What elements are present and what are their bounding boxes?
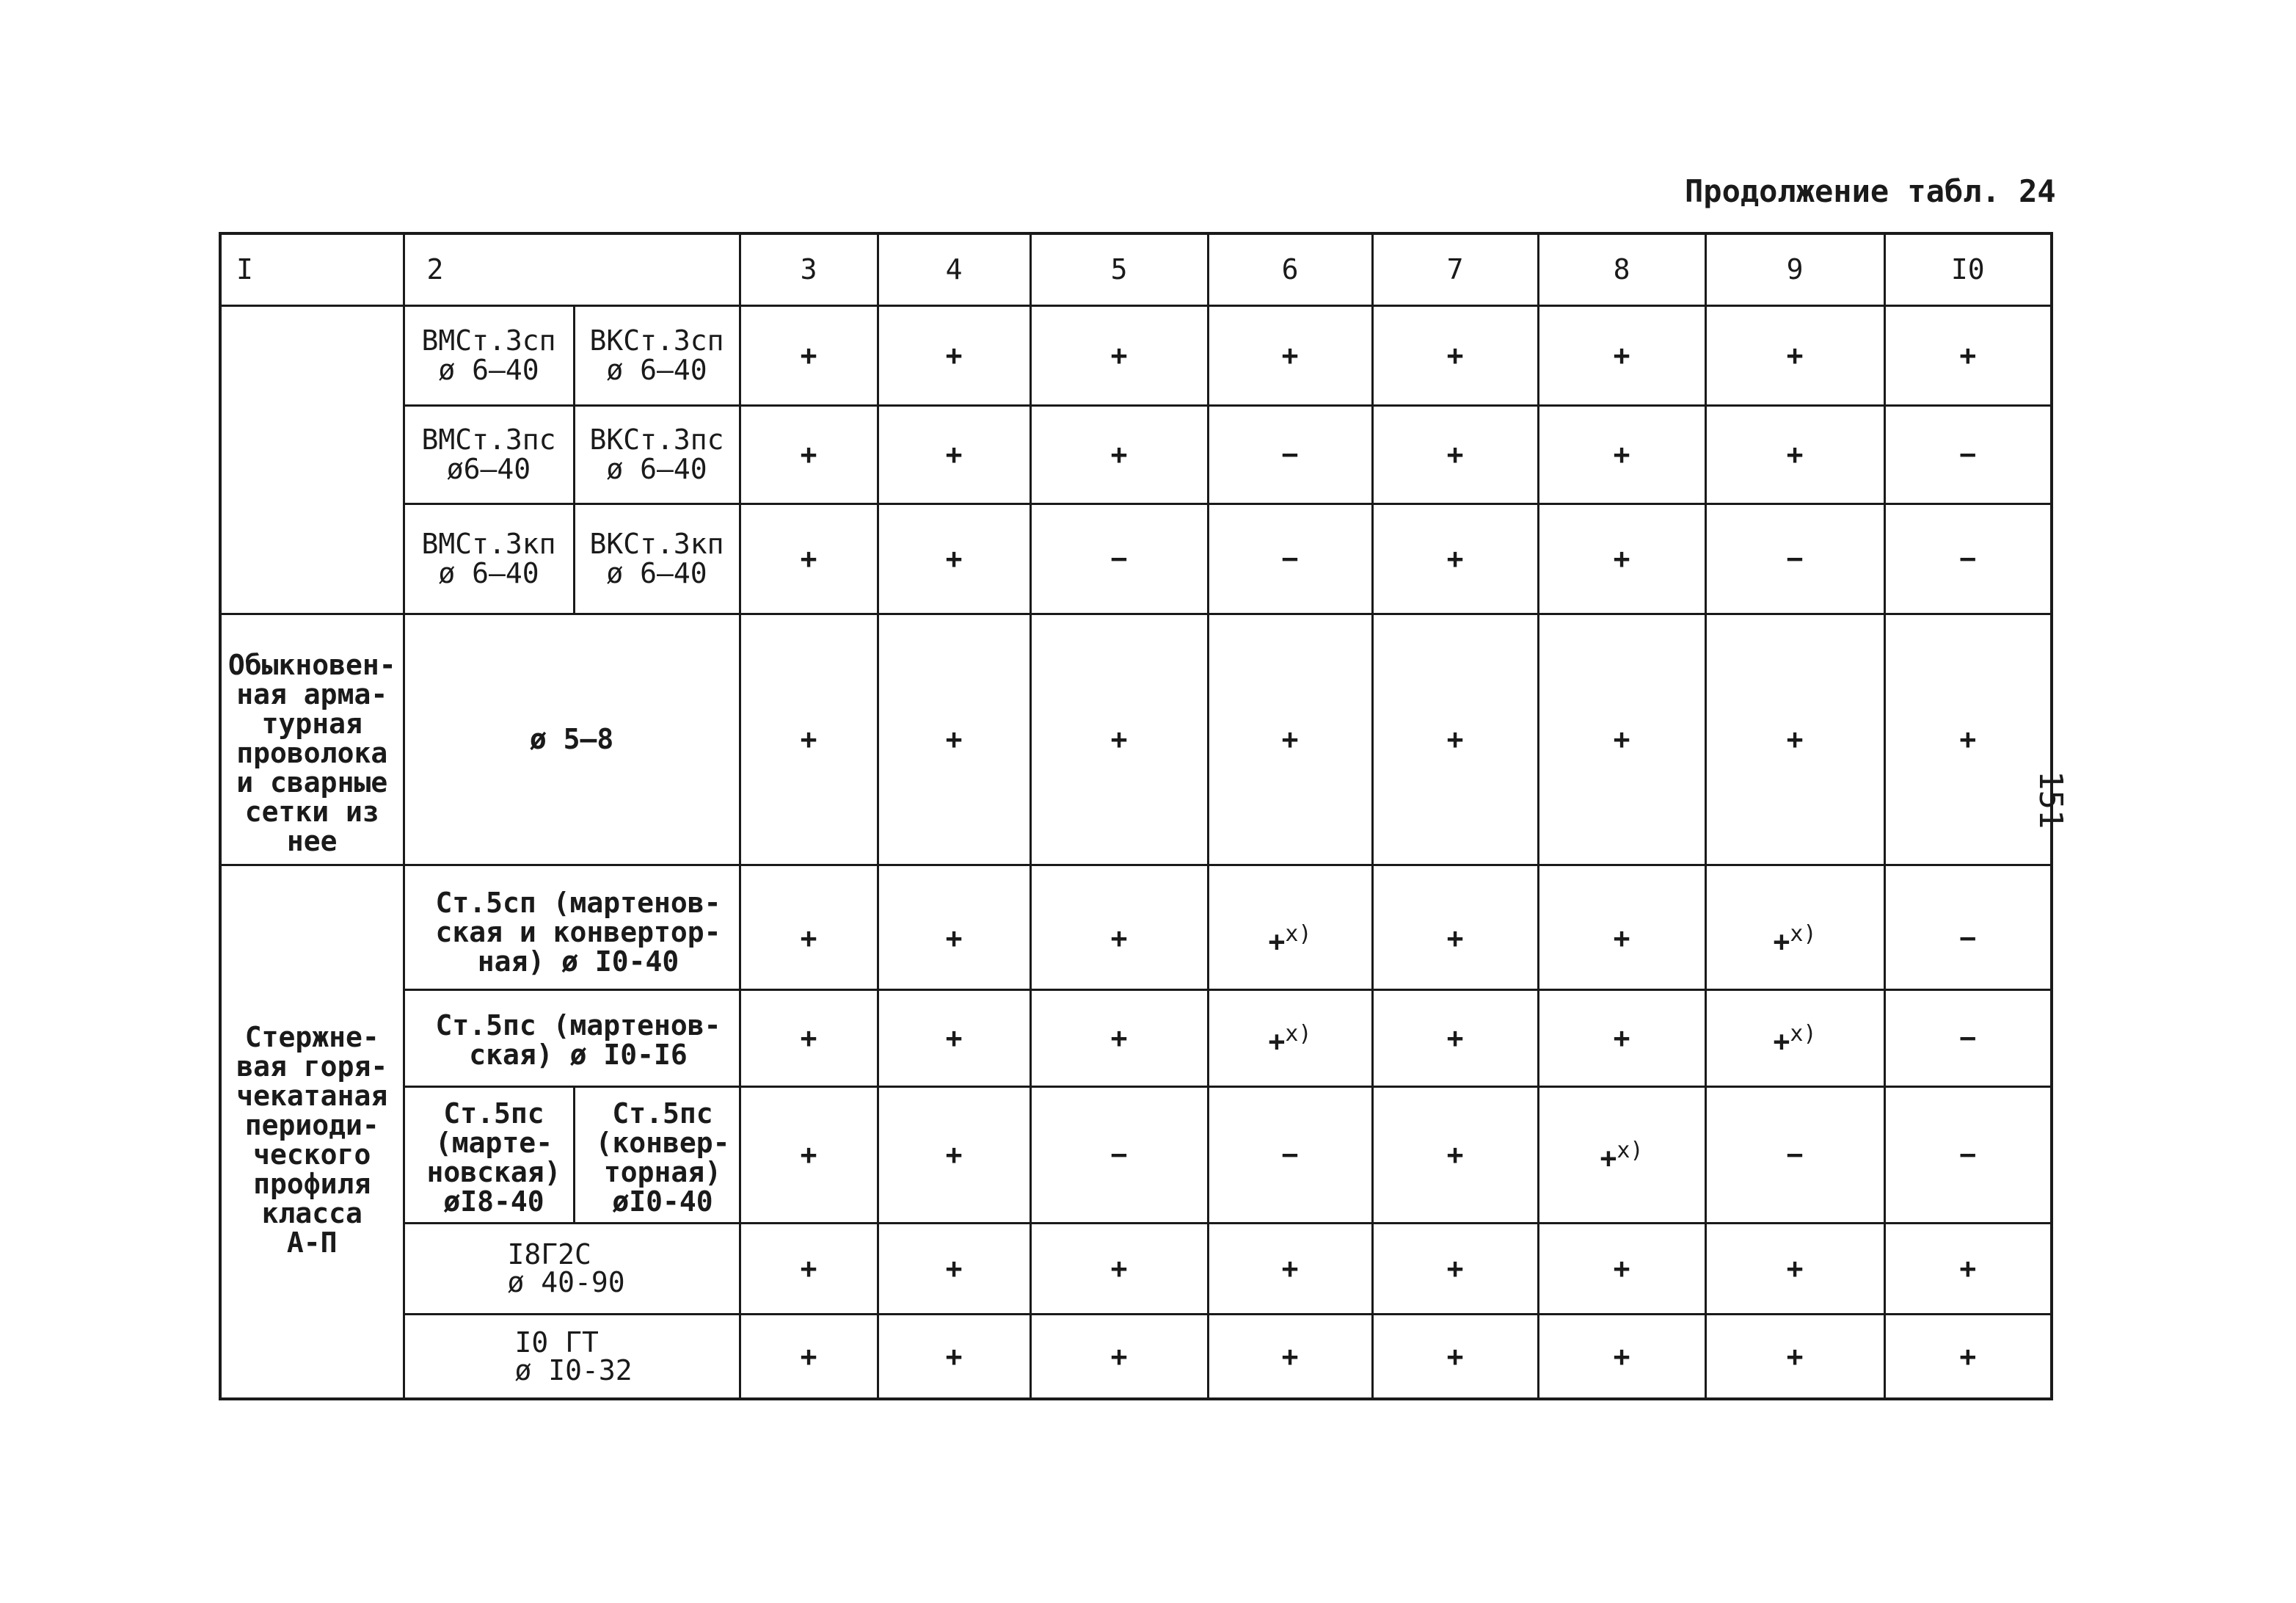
mark-cell: + xyxy=(1705,1223,1884,1314)
grade-cell: ВКСт.3сп ø 6–40 xyxy=(574,305,740,405)
footnote-mark: x) xyxy=(1790,1021,1817,1047)
table-row xyxy=(220,1223,2052,1314)
mark-cell: + xyxy=(1372,1086,1538,1223)
mark-cell: + xyxy=(1538,865,1705,989)
mark-cell: + xyxy=(740,504,878,614)
mark-cell: + xyxy=(1884,1314,2052,1399)
table-row xyxy=(220,305,2052,405)
grade-cell: I0 ГТ ø I0-32 xyxy=(404,1314,740,1399)
grade-cell: Ст.5пс (мартенов- ская) ø I0-I6 xyxy=(404,989,740,1086)
mark-cell: + xyxy=(1372,1223,1538,1314)
mark-cell: + xyxy=(1705,405,1884,504)
steel-type-label: Обыкновен- ная арма- турная проволока и сварные сетки из нее xyxy=(220,614,404,865)
mark-cell: + xyxy=(1538,305,1705,405)
mark-cell-with-note xyxy=(1705,865,1884,989)
mark: + xyxy=(1773,925,1790,958)
mark: + xyxy=(1600,1141,1617,1174)
mark-cell: + xyxy=(740,1086,878,1223)
table-row xyxy=(220,1314,2052,1399)
mark-cell: + xyxy=(878,614,1030,865)
grade-cell: ВКСт.3кп ø 6–40 xyxy=(574,504,740,614)
mark-cell: + xyxy=(1030,865,1208,989)
mark-cell: − xyxy=(1884,504,2052,614)
mark-cell: − xyxy=(1705,1086,1884,1223)
mark-cell: + xyxy=(878,405,1030,504)
mark-cell: + xyxy=(740,865,878,989)
mark-cell: + xyxy=(1372,989,1538,1086)
mark-cell: + xyxy=(1372,865,1538,989)
mark-cell: + xyxy=(878,989,1030,1086)
table-row xyxy=(220,405,2052,504)
table-row xyxy=(220,1086,2052,1223)
header-cell: 6 xyxy=(1208,233,1372,305)
mark-cell: + xyxy=(1030,1314,1208,1399)
header-cell: 4 xyxy=(878,233,1030,305)
header-cell: 8 xyxy=(1538,233,1705,305)
mark-cell: − xyxy=(1705,504,1884,614)
mark-cell: + xyxy=(1372,405,1538,504)
mark-cell: + xyxy=(1884,1223,2052,1314)
grade-cell: Ст.5сп (мартенов- ская и конвертор- ная) ø I0-40 xyxy=(404,865,740,989)
grade-cell: ВМСт.3сп ø 6–40 xyxy=(404,305,574,405)
mark-cell: + xyxy=(1705,614,1884,865)
mark-cell: − xyxy=(1884,405,2052,504)
mark: + xyxy=(1268,925,1286,958)
mark-cell: + xyxy=(1030,989,1208,1086)
steel-type-cell-empty xyxy=(220,305,404,614)
grade-cell: I8Г2С ø 40-90 xyxy=(404,1223,740,1314)
steel-type-label: Стержне- вая горя- чекатаная периоди- ческого профиля класса А-П xyxy=(220,865,404,1399)
mark-cell: + xyxy=(1705,1314,1884,1399)
grade-cell: Ст.5пс (марте- новская) øI8-40 xyxy=(404,1086,574,1223)
mark-cell: − xyxy=(1884,989,2052,1086)
header-cell: 2 xyxy=(404,233,740,305)
mark-cell: + xyxy=(1208,305,1372,405)
mark-cell: + xyxy=(1538,1314,1705,1399)
mark-cell-with-note xyxy=(1208,865,1372,989)
mark-cell: − xyxy=(1208,504,1372,614)
mark-cell: − xyxy=(1030,1086,1208,1223)
table-row xyxy=(220,614,2052,865)
mark-cell: + xyxy=(1030,614,1208,865)
footnote-mark: x) xyxy=(1285,921,1312,948)
mark-cell-with-note xyxy=(1208,989,1372,1086)
mark-cell: + xyxy=(1030,405,1208,504)
mark-cell: + xyxy=(1030,1223,1208,1314)
header-cell: I xyxy=(220,233,404,305)
table-row xyxy=(220,989,2052,1086)
mark: + xyxy=(1268,1025,1286,1058)
mark-cell: + xyxy=(740,1314,878,1399)
mark-cell-with-note xyxy=(1538,1086,1705,1223)
header-row xyxy=(220,233,2052,305)
mark-cell: + xyxy=(878,865,1030,989)
table-row xyxy=(220,504,2052,614)
mark-cell: + xyxy=(1372,1314,1538,1399)
mark-cell: − xyxy=(1208,405,1372,504)
mark-cell: + xyxy=(740,1223,878,1314)
grade-cell: ø 5–8 xyxy=(404,614,740,865)
mark-cell: + xyxy=(1538,614,1705,865)
header-cell: 3 xyxy=(740,233,878,305)
mark-cell: + xyxy=(1372,614,1538,865)
mark-cell: + xyxy=(740,989,878,1086)
grade-cell: ВМСт.3пс ø6–40 xyxy=(404,405,574,504)
mark-cell: + xyxy=(878,1223,1030,1314)
mark-cell: + xyxy=(740,305,878,405)
mark-cell: + xyxy=(878,504,1030,614)
page-number: 151 xyxy=(2032,771,2069,829)
header-cell: 5 xyxy=(1030,233,1208,305)
mark-cell: + xyxy=(740,405,878,504)
grade-cell: Ст.5пс (конвер- торная) øI0-40 xyxy=(574,1086,740,1223)
mark: + xyxy=(1773,1025,1790,1058)
footnote-mark: x) xyxy=(1617,1138,1644,1164)
mark-cell: + xyxy=(1030,305,1208,405)
mark-cell: − xyxy=(1884,1086,2052,1223)
grade-cell: ВМСт.3кп ø 6–40 xyxy=(404,504,574,614)
mark-cell: + xyxy=(878,1314,1030,1399)
mark-cell: + xyxy=(878,305,1030,405)
mark-cell: + xyxy=(1372,305,1538,405)
header-cell: 9 xyxy=(1705,233,1884,305)
mark-cell: + xyxy=(1538,504,1705,614)
mark-cell: + xyxy=(1538,1223,1705,1314)
mark-cell: + xyxy=(740,614,878,865)
mark-cell: + xyxy=(1884,305,2052,405)
grade-cell: ВКСт.3пс ø 6–40 xyxy=(574,405,740,504)
mark-cell: − xyxy=(1030,504,1208,614)
mark-cell: + xyxy=(1208,1223,1372,1314)
mark-cell: + xyxy=(1372,504,1538,614)
table-caption: Продолжение табл. 24 xyxy=(1685,173,2056,209)
header-cell: 7 xyxy=(1372,233,1538,305)
header-cell: I0 xyxy=(1884,233,2052,305)
footnote-mark: x) xyxy=(1790,921,1817,948)
mark-cell-with-note xyxy=(1705,989,1884,1086)
mark-cell: + xyxy=(1705,305,1884,405)
mark-cell: + xyxy=(1538,405,1705,504)
table-row xyxy=(220,865,2052,989)
mark-cell: + xyxy=(878,1086,1030,1223)
mark-cell: + xyxy=(1538,989,1705,1086)
footnote-mark: x) xyxy=(1285,1021,1312,1047)
mark-cell: + xyxy=(1884,614,2052,865)
mark-cell: + xyxy=(1208,1314,1372,1399)
steel-grades-table xyxy=(219,232,2053,1400)
mark-cell: + xyxy=(1208,614,1372,865)
mark-cell: − xyxy=(1884,865,2052,989)
mark-cell: − xyxy=(1208,1086,1372,1223)
